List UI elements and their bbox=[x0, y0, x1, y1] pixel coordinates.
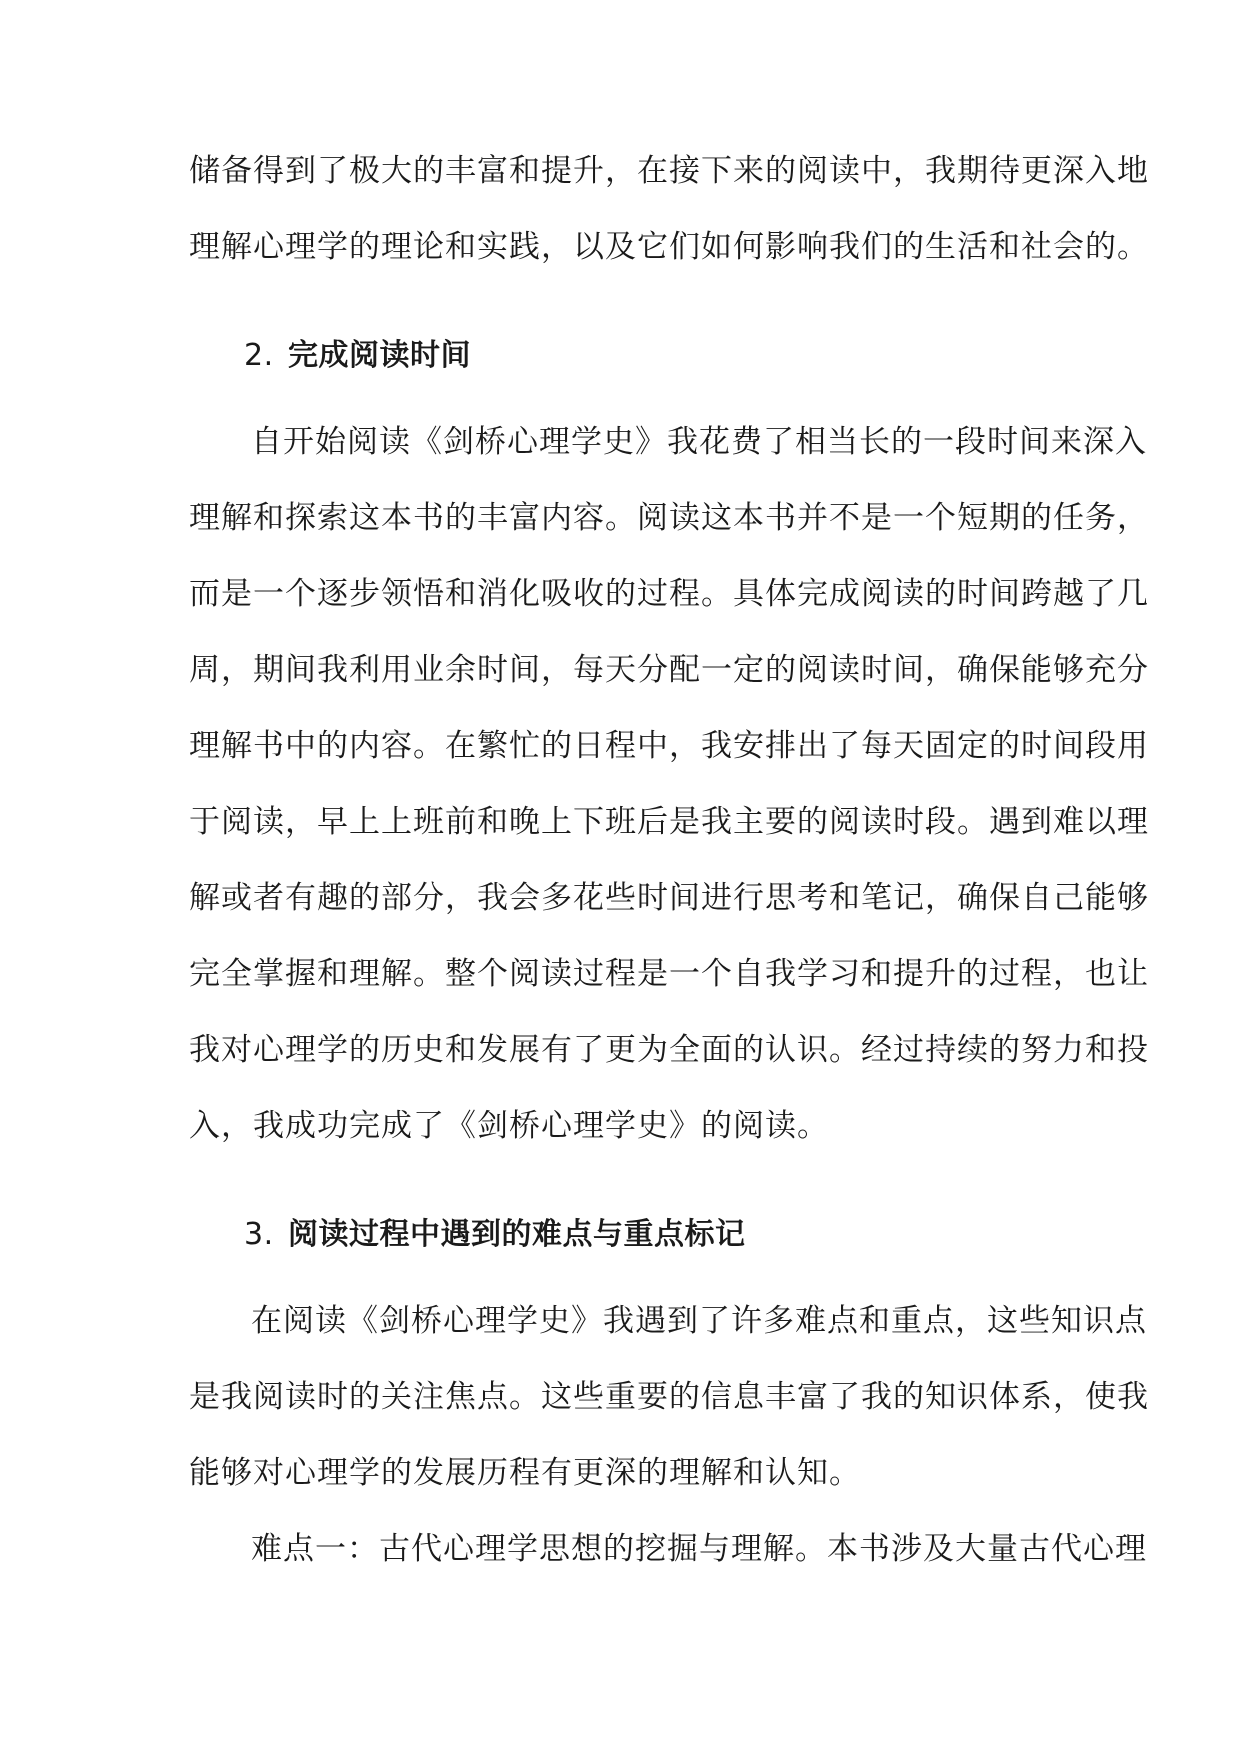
text-line: 而是一个逐步领悟和消化吸收的过程。具体完成阅读的时间跨越了几 bbox=[189, 576, 1149, 612]
text-line: 理解书中的内容。在繁忙的日程中，我安排出了每天固定的时间段用 bbox=[189, 728, 1149, 764]
paragraph-continuation bbox=[189, 140, 1149, 292]
document-body bbox=[189, 140, 1149, 1594]
section-heading-3 bbox=[189, 1204, 1049, 1280]
text-line: 完全掌握和理解。整个阅读过程是一个自我学习和提升的过程，也让 bbox=[189, 956, 1149, 992]
paragraph-difficulties bbox=[189, 1290, 1149, 1518]
text-line: 理解心理学的理论和实践，以及它们如何影响我们的生活和社会的。 bbox=[189, 229, 1149, 265]
text-line: 在阅读《剑桥心理学史》我遇到了许多难点和重点，这些知识点 bbox=[251, 1303, 1147, 1339]
text-line: 我对心理学的历史和发展有了更为全面的认识。经过持续的努力和投 bbox=[189, 1032, 1149, 1068]
text-line: 能够对心理学的发展历程有更深的理解和认知。 bbox=[189, 1455, 861, 1491]
text-line: 储备得到了极大的丰富和提升，在接下来的阅读中，我期待更深入地 bbox=[189, 153, 1149, 189]
heading-number: 3. bbox=[244, 1217, 274, 1252]
text-line: 解或者有趣的部分，我会多花些时间进行思考和笔记，确保自己能够 bbox=[189, 880, 1149, 916]
text-line: 难点一：古代心理学思想的挖掘与理解。本书涉及大量古代心理 bbox=[251, 1531, 1147, 1567]
paragraph-difficulty-one bbox=[189, 1518, 1147, 1594]
text-line: 是我阅读时的关注焦点。这些重要的信息丰富了我的知识体系，使我 bbox=[189, 1379, 1149, 1415]
text-line: 自开始阅读《剑桥心理学史》我花费了相当长的一段时间来深入 bbox=[251, 424, 1147, 460]
text-line: 周，期间我利用业余时间，每天分配一定的阅读时间，确保能够充分 bbox=[189, 652, 1149, 688]
text-line: 入，我成功完成了《剑桥心理学史》的阅读。 bbox=[189, 1108, 829, 1144]
paragraph-reading-time bbox=[189, 411, 1149, 1171]
heading-title: 阅读过程中遇到的难点与重点标记 bbox=[288, 1217, 746, 1252]
text-line: 理解和探索这本书的丰富内容。阅读这本书并不是一个短期的任务， bbox=[189, 500, 1149, 536]
heading-number: 2. bbox=[244, 338, 274, 373]
section-heading-2 bbox=[189, 325, 1049, 401]
heading-title: 完成阅读时间 bbox=[288, 338, 471, 373]
text-line: 于阅读，早上上班前和晚上下班后是我主要的阅读时段。遇到难以理 bbox=[189, 804, 1149, 840]
